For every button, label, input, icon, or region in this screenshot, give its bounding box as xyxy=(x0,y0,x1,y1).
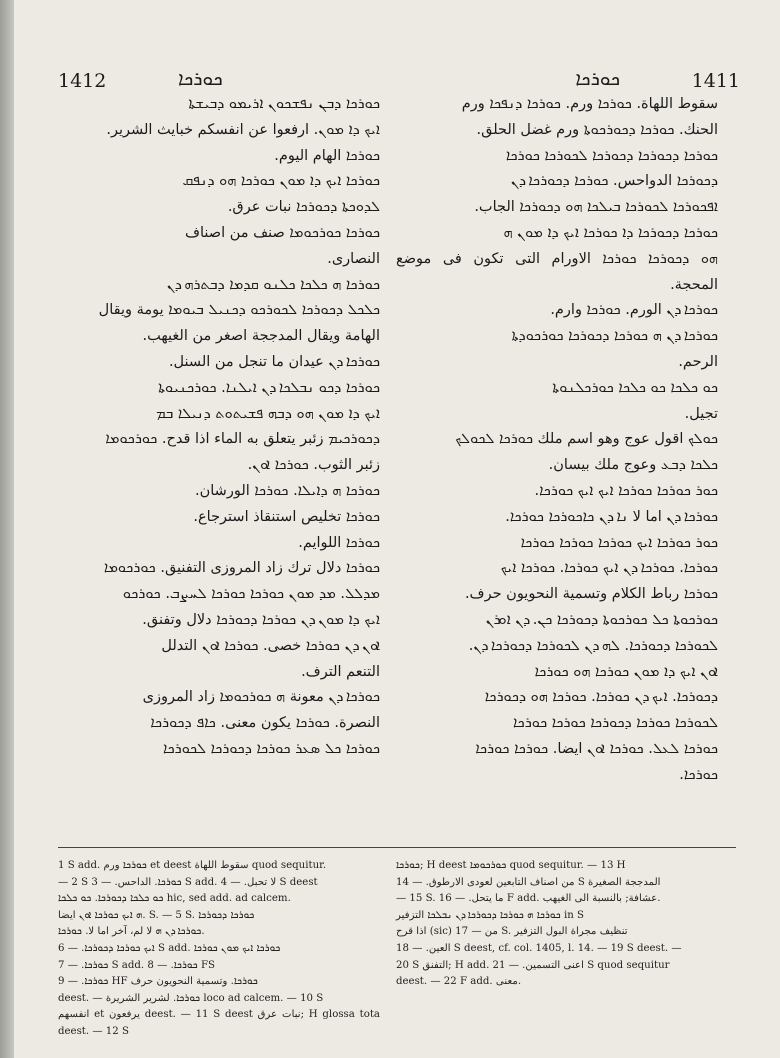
entry-line: ܟܘܪܟܐ ܗ ܟܠܟܐ ܟܠܢܘ ܩܕܡܐ ܕܒܬܪܗ ܕܢ xyxy=(166,276,380,293)
footnote-divider xyxy=(58,847,736,848)
entry-line: ܟܘܪ ܟܘܪܟܐ ܐܝܟ ܟܘܪܟܐ ܟܘܪܟܐ ܟܘܪܟܐ xyxy=(520,534,718,551)
entry-line: زئبر الثوب. ܟܘܪܟܐ ܐܘܢ. xyxy=(247,457,380,474)
entry-line: ܐܝܟ ܕܐ ܡܘܢ ܕܢ ܟܘܪܟܐ ܕܟܘܪܟܐ دلال وتفنق. xyxy=(142,611,380,628)
left-footnotes xyxy=(58,858,380,1041)
entry-line: ܐܦܟܘܪܟܐ ܠܟܘܪܟܐ ܒܝܠܟܐ ܗܘ ܕܟܘܪܟܐ الجاب. xyxy=(474,199,718,216)
footnote-line: العين. — 18 S deest, cf. col. 1405, l. 14. — 19 S deest. — xyxy=(396,942,682,954)
entry-line: ܟܘܪܟܐ ܕܢ ܗ ܟܘܪܟܐ ܕܟܘܪܟܐ ܟܘܪܟܘܕܬܐ xyxy=(511,328,718,345)
footnote-line: deest. — 22 F add. معنى. xyxy=(396,976,522,988)
entry-line: ܠܟܘܪܟܐ ܟܘܪܟܐ ܕܟܘܪܟܐ ܟܘܪܟܐ ܟܘܪܟܐ xyxy=(513,715,718,732)
footnote-line: ܟܘ ܟܠܟܐ ܕܟܘܪܟܐ. ܟܘ ܟܠܟܐ hic, sed add. ad calcem. xyxy=(58,893,291,905)
footnote-line: ܟܘܪܟܐ. — 7 S add. ܟܘܪܟܐ. — 8 FS xyxy=(58,959,216,971)
entry-line: ܟܘܪܟܐ رباط الكلام وتسمية النحويون حرف. xyxy=(464,586,718,603)
entry-line: ܠܕܘܟܬܐ ܕܟܘܪܟܐ نبات عرق. xyxy=(227,199,380,216)
entry-line: ܟܘܪܟܐ ܕܟܘܪܟܐ ܕܟܘܪܟܐ ܠܟܘܪܟܐ ܟܘܪܟܐ xyxy=(505,147,718,164)
entry-line: ܐܝܟ ܕܐ ܡܘܢ ܗܘ ܕܒܗ ܦܫܝܬܘܬ ܕܢܝܠܐ ܒܡ xyxy=(156,405,380,422)
footnote-line: ܗ ܐܝܟ ܟܘܪܟܐ ܐܘܢ ايضا. S. — 5 S. ܟܘܪܟܐ ܕܟܘܪܟܐ xyxy=(58,909,255,921)
dictionary-page xyxy=(14,0,780,1058)
entry-line: سقوط اللهاة. ܟܘܪܟܐ ورم. ܟܘܪܟܐ ܕܢܦܟܐ ورم xyxy=(461,96,718,112)
entry-line: ܐܘܢ ܐܝܟ ܕܐ ܡܘܢ ܟܘܪܟܐ ܗܘ ܟܘܪܟܐ xyxy=(534,663,718,680)
entry-line: ܟܘܪ ܟܘܪܟܐ ܟܘܪܟܐ ܐܝܟ ܐܝܟ ܟܘܪܟܐ. xyxy=(534,482,718,499)
entry-line: ܟܠܟܠ ܕܟܘܪܟܐ ܠܟܘܪܟܘ ܕܟܢܝܠ ܒܝܘܡܐ يومة ويقال xyxy=(98,302,380,319)
entry-line: النصارى. xyxy=(327,250,380,267)
entry-line: ܟܘܪܟܐ. xyxy=(679,766,718,783)
footnote-line: deest. — ܟܘܪܟܐ. لشرير الشريرة loco ad calcem. — 10 S xyxy=(58,992,324,1004)
entry-line: ܟܘܪܟܘܬܐ ܟܠ ܟܘܪܟܘܬܐ ܕܟܘܪܟܐ ܟܢ. ܕܢ ܐܘܪܢ xyxy=(485,611,718,628)
entry-line: ܟܠܟܐ ܕܒܥ وعوج ملك بيسان. xyxy=(548,457,718,474)
entry-line: ܟܘܪܟܐ تخليص استنقاذ استرجاع. xyxy=(193,508,380,525)
entry-line: ܟܘܪܟܐ ܕܟܘܪܟܐ ܕܐ ܟܘܪܟܐ ܐܝܟ ܕܐ ܡܘܢ ܗ xyxy=(503,224,718,241)
entry-line: ܕܟܘܪܟܐ. ܐܝܟ ܕܢ ܟܘܪܟܐ. ܟܘܪܟܐ ܗܘ ܕܟܘܪܟܐ xyxy=(484,689,718,706)
entry-line: ܟܘܪܟܐ الهام اليوم. xyxy=(274,147,380,164)
entry-line: ܟܘܪܟܐ ܠܥܠ. ܟܘܪܟܐ ܐܘܢ ايضا. ܟܘܪܟܐ ܟܘܪܟܐ xyxy=(475,740,718,757)
footnote-line: انفسهم et يرفعون deest. — 11 S deest نبات عرق; H glossa tota deest. — 12 S xyxy=(58,1009,380,1037)
entry-line: ܟܘܪܟܐ ܕܒܢ ܢܦܫܟܘܢ ܐܪܝܡܘ ܕܒܝܫܬܐ xyxy=(188,96,380,112)
right-footnotes xyxy=(396,858,718,991)
footnote-line: ܟܘܪܟܐ ܗ ܟܘܪܟܐ ܕܟܘܪܟܐ ܕܢ ܢܒܠܟܐ التزفير in S xyxy=(396,909,585,921)
footnote-line: ܟܘܪܟܐ. — 9 HF ܟܘܪܟܐ. وتسمية النحويون حرف xyxy=(58,976,258,988)
entry-line: ܟܘܪܟܐ ܕܢ معونة ܗ ܟܘܪܟܘܡܐ زاد المروزى xyxy=(142,689,380,706)
footnote-line: — 15 S. ما يتحل. — 16 F add. عشافة; بالنسبة الى الغيهب. xyxy=(396,893,661,905)
right-running-title: ܟܘܪܟܐ xyxy=(575,68,620,90)
entry-line: ܟܘܪܟܐ اللوايم. xyxy=(298,534,380,551)
right-page-number: 1411 xyxy=(691,70,740,92)
entry-line: ܟܘܪܟܐ ܗ ܕܐܝܠܐ. ܟܘܪܟܐ الورشان. xyxy=(195,482,380,499)
entry-line: ܟܘܪܟܐ ܐܝܟ ܕܐ ܡܘܢ ܟܘܪܟܐ ܗܘ ܕܢܦܩ xyxy=(182,173,380,190)
footnote-line: ܟܘܪܟܐ; H deest ܟܘܪܟܘܡܐ quod sequitur. — 13 H xyxy=(396,860,626,871)
entry-line: ܟܘܪܟܐ ܟܠ ܣܥܪ ܟܘܪܟܐ ܕܟܘܪܟܐ ܠܟܘܪܟܐ xyxy=(163,740,380,757)
entry-line: ܠܟܘܪܟܐ ܕܟܘܪܟܐ. ܠܗ ܕܢ ܠܟܘܪܟܐ ܕܟܘܪܟܐ ܕܢ. xyxy=(468,637,718,654)
left-page-number: 1412 xyxy=(58,70,107,92)
right-column xyxy=(396,92,718,789)
entry-line: ܟܘܪܟܐ ܕܢ اما لا ܢܐ ܕܢ ܟܐܟܘܪܟܐ ܟܘܪܟܐ. xyxy=(505,508,718,525)
footnote-line: من اصناف التابعين لعودى الارطوق. — 14 S المدججة الصغيرة xyxy=(396,876,661,888)
entry-line: تجيل. xyxy=(684,405,718,422)
entry-line: الرحم. xyxy=(678,353,718,370)
entry-line: الهامة ويقال المدججة اصغر من الغيهب. xyxy=(142,328,380,345)
entry-line: ܟܘܠܟ اقول عوج وهو اسم ملك ܟܘܪܟܐ ܠܟܘܠܟ xyxy=(455,431,718,448)
left-column xyxy=(58,92,380,763)
entry-line: الحنك. ܟܘܪܟܐ ܕܟܘܪܟܘܬܐ ورم غضل الحلق. xyxy=(476,121,718,138)
entry-line: ܐܝܟ ܕܐ ܡܘܢ. ارفعوا عن انفسكم خبايث الشرير. xyxy=(106,121,380,138)
entry-line: التنعم الترف. xyxy=(301,663,380,680)
entry-line: ܗܘ ܕܟܘܪܟܐ ܟܘܪܟܐ الاورام التى تكون فى موضع المحجة. xyxy=(396,250,718,293)
footnote-line: ܟܘܪܟܐ ܕܢ ܗ لا لم، آخر اما لا. ܟܘܪܟܐ. xyxy=(58,926,205,938)
entry-line: ܟܘܪܟܐ ܕܟܘ ܢܒܠܟܐ ܕܢ ܐܝܠܢܐ. ܟܘܪܟܢܝܘܬܐ xyxy=(158,379,380,396)
footnote-line: 20 S التفنق; H add. اعنى التسمين. — 21 S quod sequitur xyxy=(396,959,670,971)
entry-line: ܟܘܪܟܐ. ܟܘܪܟܐ ܕܢ ܐܝܟ ܟܘܪܟܐ. ܟܘܪܟܐ ܐܝܟ xyxy=(500,560,718,577)
entry-line: ܡܕܠܠ. ܡܕ ܡܘܢ ܟܘܪܟܐ ܟܘܪܟܐ ܠܚܨܒ. ܟܘܪܟܘ xyxy=(122,586,380,603)
entry-line: ܕܟܘܪܟܐ الدواحس. ܟܘܪܟܐ ܕܟܘܪܟܐ ܕܢ xyxy=(510,173,718,190)
entry-line: ܐܘܢ ܕܢ ܟܘܪܟܐ خصى. ܟܘܪܟܐ ܐܘܢ التدلل xyxy=(161,637,380,654)
entry-line: ܕܟܘܪܟܝܡ زئبر يتعلق به الماء اذا قدح. ܟܘܪܟܘܡܐ xyxy=(105,431,380,448)
page-gutter-shadow xyxy=(0,0,14,1058)
entry-line: ܟܘܪܟܐ ܟܘܪܟܘܡܐ صنف من اصناف xyxy=(184,224,380,241)
footnote-line: اذا قرح (sic) من — 17 S. تنظيف مجراة البول التزفير xyxy=(396,926,628,938)
entry-line: ܟܘܪܟܐ ܕܢ عيدان ما تنجل من السنل. xyxy=(168,353,380,370)
footnote-line: ܐܝܟ ܟܘܪܟܐ ܕܟܘܪܟܐ. — 6 S add. ܟܘܪܟܐ ܐܝܟ ܡܘܢ ܟܘܪܟܐ xyxy=(58,942,281,954)
footnote-line: — 2 S ܟܘܪܟܐ. الداحس. — 3 S add. لا تحبل. — 4 S deest xyxy=(58,876,318,888)
entry-line: ܟܘ ܟܠܟܐ ܟܘ ܟܠܟܐ ܟܘܪܟܠܢܘܬܐ xyxy=(552,379,718,396)
left-running-title: ܟܘܪܟܐ xyxy=(178,68,223,90)
entry-line: النصرة. ܟܘܪܟܐ يكون معنى. ܟܐܦ ܕܟܘܪܟܐ xyxy=(150,715,380,732)
footnote-line: 1 S add. ܟܘܪܟܐ ورم et deest سقوط اللهاة quod sequitur. xyxy=(58,860,327,871)
entry-line: ܟܘܪܟܐ دلال ترك زاد المروزى التفنيق. ܟܘܪܟܘܡܐ xyxy=(103,560,380,577)
entry-line: ܟܘܪܟܐ ܕܢ الورم. ܟܘܪܟܐ وارم. xyxy=(550,302,718,319)
